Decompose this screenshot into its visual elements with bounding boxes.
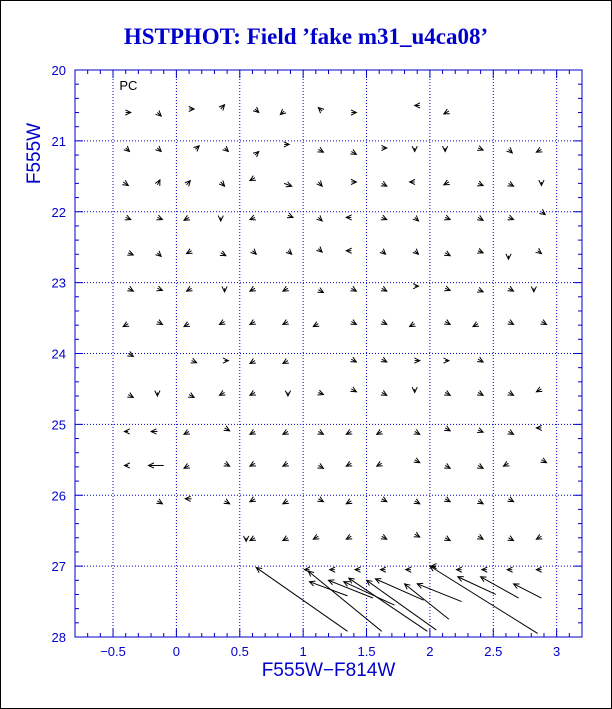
vector-head xyxy=(477,428,483,433)
vector-arrow xyxy=(444,286,450,291)
vector-arrow xyxy=(477,146,483,151)
vector-arrow xyxy=(414,358,419,363)
vector-shaft xyxy=(375,579,423,600)
vector-arrow xyxy=(184,463,190,468)
vector-arrow xyxy=(381,181,387,186)
y-tick-label: 21 xyxy=(51,133,66,149)
vector-arrow xyxy=(415,103,420,108)
y-tick-label: 25 xyxy=(51,417,66,433)
vector-arrow xyxy=(444,251,450,256)
vector-arrow xyxy=(155,180,160,186)
vector-arrow xyxy=(222,286,227,291)
vector-arrow xyxy=(381,320,387,325)
vector-arrow xyxy=(536,534,542,539)
vector-head xyxy=(477,248,483,253)
vector-arrow xyxy=(444,536,450,541)
vector-arrow xyxy=(151,429,157,434)
vector-arrow xyxy=(346,248,351,253)
vector-arrow xyxy=(122,180,128,185)
x-tick-label: −0.5 xyxy=(100,644,126,659)
vector-arrow xyxy=(346,499,352,504)
vector-shaft xyxy=(458,577,496,595)
vector-arrow xyxy=(149,463,164,468)
vector-arrow xyxy=(223,146,229,152)
vector-arrow xyxy=(477,463,483,468)
vector-shaft xyxy=(430,566,538,633)
vector-head xyxy=(477,287,483,292)
vector-arrow xyxy=(414,532,420,537)
vector-arrow xyxy=(223,358,228,363)
vector-arrow xyxy=(346,429,352,434)
vector-arrow xyxy=(283,320,289,325)
y-tick-label: 23 xyxy=(51,275,66,291)
vector-arrow xyxy=(508,390,514,395)
vector-shaft xyxy=(514,584,542,598)
vector-arrow xyxy=(224,426,230,431)
vector-arrow xyxy=(250,359,256,364)
y-tick-label: 20 xyxy=(51,63,66,78)
vector-arrow xyxy=(539,180,544,185)
vector-arrow xyxy=(250,215,256,220)
x-tick-label: 3 xyxy=(553,644,561,659)
y-tick-label: 22 xyxy=(51,204,66,220)
vector-head xyxy=(156,215,162,220)
vector-head xyxy=(127,250,133,255)
vector-arrow xyxy=(477,248,483,253)
vector-arrow xyxy=(330,567,335,572)
vector-arrow xyxy=(458,577,496,595)
vector-arrow xyxy=(536,425,541,430)
vector-arrow xyxy=(477,534,483,539)
vector-arrow xyxy=(508,215,514,220)
vector-arrow xyxy=(317,180,323,186)
vector-arrow xyxy=(317,463,323,468)
vector-arrow xyxy=(541,458,547,463)
plot-area-border xyxy=(75,70,582,637)
vector-arrow xyxy=(156,499,162,504)
vector-arrow xyxy=(127,286,133,291)
x-axis-label: F555W−F814W xyxy=(261,660,396,681)
x-tick-label: 1 xyxy=(299,644,307,659)
annotation-pc: PC xyxy=(119,77,138,93)
vector-arrow xyxy=(346,215,351,220)
vector-arrow xyxy=(508,536,514,541)
vector-arrow xyxy=(536,387,542,392)
vector-arrow xyxy=(329,580,373,598)
vector-arrow xyxy=(156,320,162,325)
chart-title: HSTPHOT: Field ’fake m31_u4ca08’ xyxy=(123,24,489,49)
vector-arrow xyxy=(351,179,356,184)
vector-arrow xyxy=(477,390,483,395)
x-tick-label: 0 xyxy=(172,644,181,659)
vector-arrow xyxy=(187,286,193,291)
vector-arrow xyxy=(253,107,259,113)
vector-arrow xyxy=(185,496,191,501)
vector-arrow xyxy=(477,181,483,186)
vector-arrow xyxy=(250,286,256,291)
vector-arrow xyxy=(414,458,420,463)
y-tick-label: 28 xyxy=(51,630,66,645)
vector-arrow xyxy=(477,357,483,362)
vector-arrow xyxy=(444,390,450,395)
vector-arrow xyxy=(244,536,249,541)
vector-arrow xyxy=(187,249,193,254)
vector-arrow xyxy=(127,250,133,255)
vector-arrow xyxy=(375,579,423,600)
vector-arrow xyxy=(536,147,542,152)
vector-arrow xyxy=(155,110,161,116)
vector-arrow xyxy=(444,215,450,220)
vector-arrow xyxy=(508,181,514,186)
vector-head xyxy=(430,566,436,571)
vector-arrow xyxy=(477,215,483,220)
vector-arrow xyxy=(405,584,449,619)
vector-arrow xyxy=(219,320,225,325)
vector-arrow xyxy=(191,358,197,363)
vector-arrow xyxy=(377,461,383,466)
vector-arrow xyxy=(381,286,387,291)
vector-head xyxy=(477,181,483,186)
x-tick-label: 0.5 xyxy=(230,644,249,659)
vector-arrow xyxy=(536,567,541,572)
vector-arrow xyxy=(477,428,483,433)
vector-arrow xyxy=(377,429,383,434)
vector-arrow xyxy=(250,176,256,181)
vector-arrow xyxy=(508,497,514,502)
vector-arrow xyxy=(313,534,319,539)
vector-shaft xyxy=(481,577,519,598)
vector-arrow xyxy=(477,499,483,504)
vector-arrow xyxy=(444,463,450,468)
vector-arrow xyxy=(350,357,356,362)
vector-head xyxy=(155,180,160,186)
vector-arrow xyxy=(219,180,225,186)
vector-arrow xyxy=(185,181,191,187)
vector-arrow xyxy=(184,215,190,220)
vector-arrow xyxy=(350,286,356,291)
vector-arrow xyxy=(127,393,133,398)
vector-arrow xyxy=(219,105,225,111)
vector-arrow xyxy=(280,109,286,115)
vector-arrow xyxy=(444,180,450,185)
vector-shaft xyxy=(349,578,428,631)
vector-head xyxy=(477,146,483,151)
vector-arrow xyxy=(124,429,129,434)
vector-arrow xyxy=(283,429,289,434)
vector-arrow xyxy=(316,215,322,221)
vector-arrow xyxy=(508,320,514,325)
x-tick-label: 2 xyxy=(426,644,434,659)
vector-arrow xyxy=(381,534,387,539)
vector-arrow xyxy=(184,429,190,434)
vector-arrow xyxy=(283,461,289,466)
vector-arrow xyxy=(536,248,542,253)
vector-arrow xyxy=(430,566,538,633)
vector-arrow xyxy=(317,497,323,502)
vector-arrow xyxy=(189,106,194,111)
vector-arrow xyxy=(457,567,462,572)
vector-arrow xyxy=(124,146,130,152)
x-tick-label: 2.5 xyxy=(484,644,503,659)
vector-arrow xyxy=(381,497,387,502)
vector-arrow xyxy=(503,461,509,466)
vector-arrow xyxy=(346,461,352,466)
vector-head xyxy=(287,213,293,218)
vector-arrow xyxy=(506,254,511,259)
vector-arrow xyxy=(156,286,162,291)
vector-arrow xyxy=(444,109,450,114)
vector-arrow xyxy=(514,584,542,598)
vector-head xyxy=(381,215,387,220)
vector-arrow xyxy=(508,286,514,291)
vector-arrow xyxy=(283,499,289,504)
vector-arrow xyxy=(414,499,420,504)
vector-arrow xyxy=(251,249,257,255)
vector-arrow xyxy=(381,390,387,395)
vector-head xyxy=(508,215,514,220)
vector-shaft xyxy=(308,571,382,631)
vector-shaft xyxy=(256,568,347,632)
vector-arrow xyxy=(123,322,129,327)
vector-arrow xyxy=(350,387,356,392)
vector-head xyxy=(444,286,450,291)
vector-arrow xyxy=(413,284,418,289)
y-tick-label: 27 xyxy=(51,559,66,575)
vector-arrow xyxy=(412,387,417,392)
vector-arrow xyxy=(250,320,256,325)
vector-arrow xyxy=(250,461,256,466)
vector-arrow xyxy=(507,567,512,572)
vector-arrow xyxy=(283,359,289,364)
vector-arrow xyxy=(250,429,256,434)
vector-arrow xyxy=(444,358,449,363)
vector-arrow xyxy=(406,567,411,572)
vector-arrow xyxy=(218,216,223,221)
vector-arrow xyxy=(124,463,129,468)
vector-arrow xyxy=(287,213,293,218)
vector-arrow xyxy=(317,429,323,434)
vector-arrow xyxy=(283,536,289,541)
vector-arrow xyxy=(346,534,352,539)
vector-head xyxy=(125,215,131,220)
vector-arrow xyxy=(155,146,161,152)
vector-arrow xyxy=(410,179,415,184)
vector-arrow xyxy=(317,147,323,152)
vector-arrow xyxy=(349,578,428,631)
vector-arrow xyxy=(253,152,259,158)
vector-arrow xyxy=(156,215,162,220)
vector-arrow xyxy=(381,215,387,220)
vector-arrow xyxy=(317,288,323,293)
vector-arrow xyxy=(413,215,419,221)
vector-arrow xyxy=(155,251,161,257)
vector-arrow xyxy=(220,251,226,256)
vector-arrow xyxy=(188,393,194,398)
vector-arrow xyxy=(412,146,417,151)
vector-arrow xyxy=(125,110,130,115)
vector-arrow xyxy=(355,567,360,572)
vector-arrow xyxy=(286,249,292,255)
vector-arrow xyxy=(477,287,483,292)
vector-arrow xyxy=(381,145,386,150)
vector-arrow xyxy=(224,461,230,466)
vector-arrow xyxy=(351,110,356,115)
vector-arrow xyxy=(541,320,547,325)
vector-arrow xyxy=(380,567,385,572)
vector-head xyxy=(317,390,323,395)
vector-arrow xyxy=(350,320,356,325)
vector-arrow xyxy=(507,147,513,153)
vector-arrow xyxy=(444,426,450,431)
vector-arrow xyxy=(155,391,160,396)
vector-arrow xyxy=(256,568,347,632)
vector-arrow xyxy=(380,249,386,255)
vector-arrow xyxy=(444,497,450,502)
vector-arrow xyxy=(473,322,479,327)
vector-head xyxy=(250,215,256,220)
vector-arrow xyxy=(193,146,199,152)
vector-arrow xyxy=(413,249,419,255)
vector-arrow xyxy=(250,536,256,541)
vector-arrow xyxy=(125,215,131,220)
vector-arrow xyxy=(184,322,190,327)
vector-arrow xyxy=(250,390,256,395)
y-tick-label: 26 xyxy=(51,488,66,504)
vector-head xyxy=(156,286,162,291)
vector-arrow xyxy=(219,390,225,395)
x-tick-label: 1.5 xyxy=(357,644,376,659)
vector-arrow xyxy=(224,499,230,504)
vector-arrow xyxy=(443,146,448,151)
vector-shaft xyxy=(309,582,347,596)
y-tick-label: 24 xyxy=(51,346,66,362)
vector-arrow xyxy=(284,142,289,147)
vector-arrow xyxy=(283,286,289,291)
vector-arrow xyxy=(531,286,536,291)
vector-arrow xyxy=(482,567,487,572)
vector-arrow xyxy=(410,322,416,327)
vector-shaft xyxy=(405,584,449,619)
vector-arrow xyxy=(481,577,519,598)
vector-arrow xyxy=(414,429,420,434)
vector-arrow xyxy=(285,391,290,396)
vector-arrow xyxy=(308,571,382,631)
vector-arrow xyxy=(284,182,292,187)
y-axis-label: F555W xyxy=(24,122,45,185)
vector-head xyxy=(191,358,197,363)
vector-arrow xyxy=(316,247,322,253)
vector-arrow xyxy=(317,390,323,395)
vector-arrow xyxy=(313,322,319,327)
vector-arrow xyxy=(309,581,347,596)
vector-arrow xyxy=(250,497,256,502)
vector-arrow xyxy=(381,357,387,362)
vector-arrow xyxy=(444,320,450,325)
vector-arrow xyxy=(350,149,356,154)
vector-arrow xyxy=(508,429,514,434)
vector-head xyxy=(444,215,450,220)
vector-arrow xyxy=(318,108,324,114)
